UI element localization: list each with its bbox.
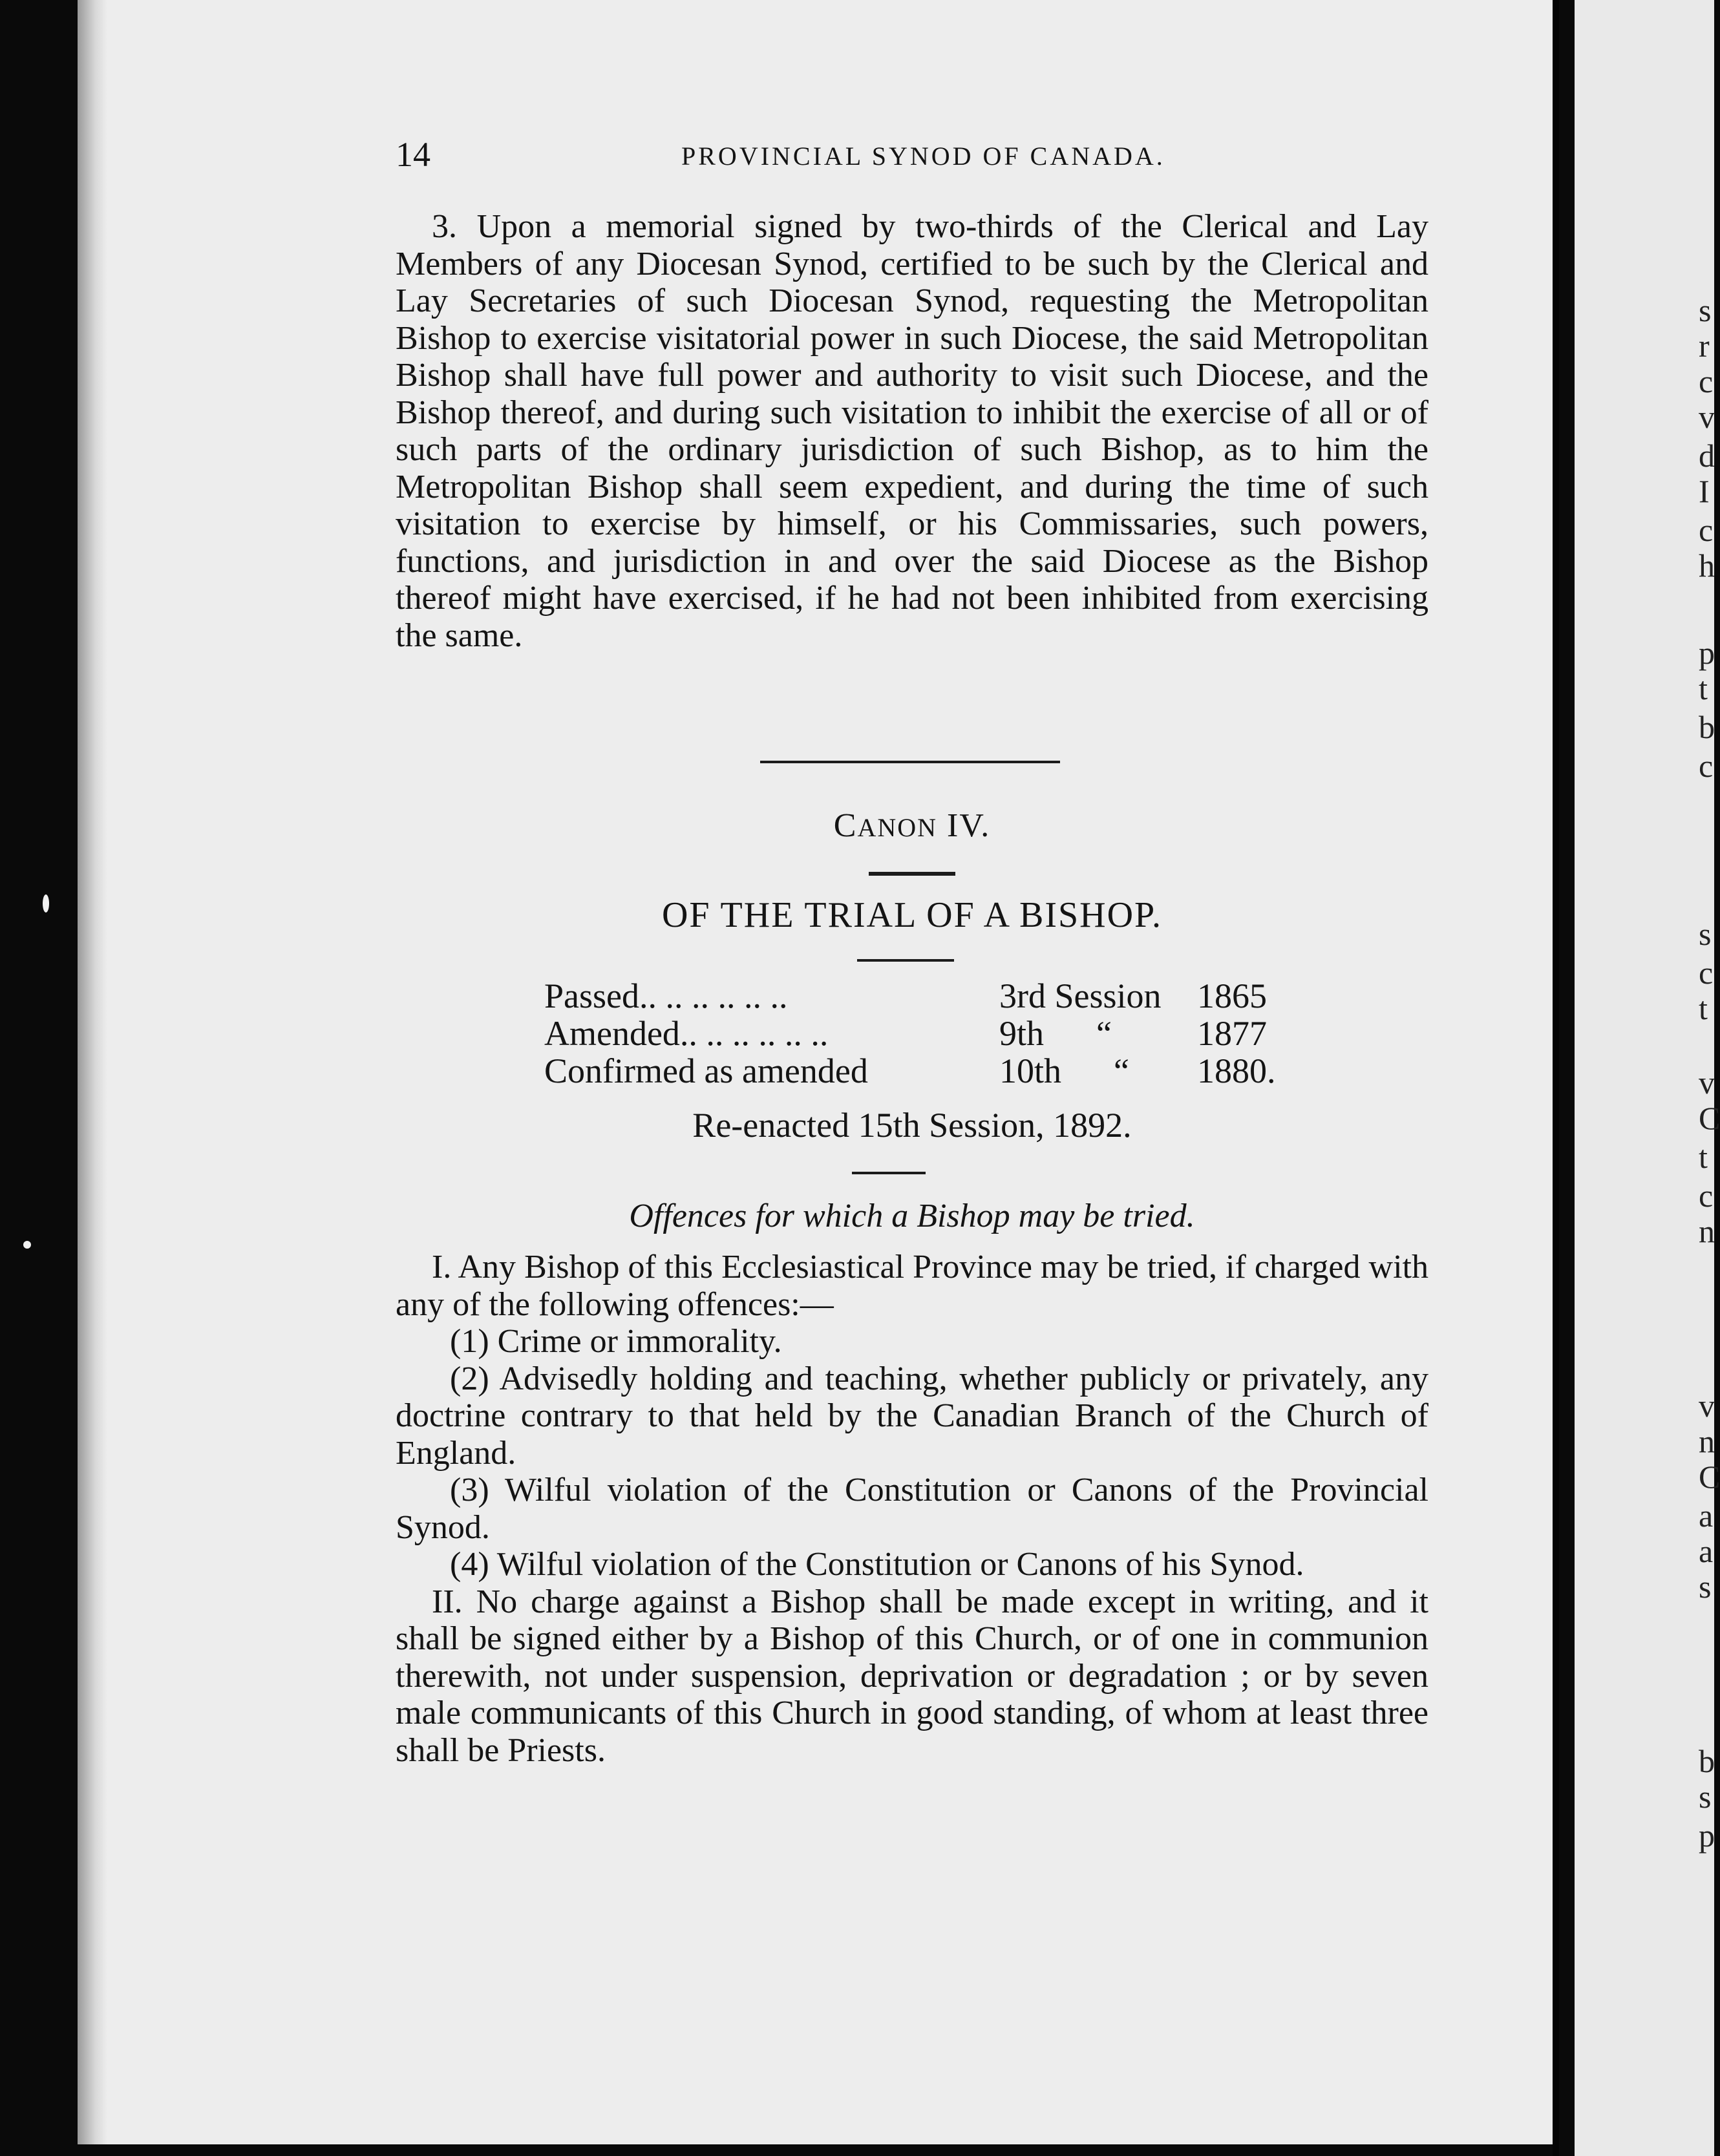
reenacted-rule xyxy=(852,1172,926,1174)
adjacent-page-letter: s xyxy=(1699,1569,1712,1605)
adjacent-page-letter: C xyxy=(1699,1459,1720,1495)
paper-speck xyxy=(23,1241,31,1249)
adjacent-page-letter: c xyxy=(1699,1178,1714,1214)
canon-heading-initial: C xyxy=(833,807,858,844)
canon-heading xyxy=(396,807,1428,845)
adjacent-page-letter: h xyxy=(1699,547,1715,584)
canon-body xyxy=(396,1249,1428,1769)
adjacent-page-letter: t xyxy=(1699,1139,1708,1175)
session-year: 1877 xyxy=(1197,1014,1267,1053)
canon-title: OF THE TRIAL OF A BISHOP. xyxy=(661,895,1162,935)
canon-rule xyxy=(869,872,955,876)
session-number: 9th “ xyxy=(999,1014,1112,1053)
title-rule xyxy=(857,959,954,962)
adjacent-page-fragment xyxy=(1575,0,1720,2156)
session-row xyxy=(544,1052,1307,1090)
adjacent-page-letter: s xyxy=(1699,292,1712,328)
session-year: 1865 xyxy=(1197,977,1267,1015)
adjacent-page-letter: t xyxy=(1699,990,1708,1026)
section-I-intro: I. Any Bishop of this Ecclesiastical Province may be tried, if charged with any of the following offences:— xyxy=(396,1249,1428,1323)
adjacent-page-letter: s xyxy=(1699,916,1712,952)
adjacent-page-letter: r xyxy=(1699,328,1710,364)
adjacent-page-letter: p xyxy=(1699,1817,1715,1854)
adjacent-page-letter: a xyxy=(1699,1497,1714,1534)
adjacent-page-letter: v xyxy=(1699,1388,1715,1424)
adjacent-page-letter: d xyxy=(1699,438,1715,474)
section-3-text: 3. Upon a memorial signed by two-thirds of the Clerical and Lay Members of any Diocesan Synod, certified to be such by the Clerical and Lay Secretaries of such Diocesan Synod, requesting the Metropolitan Bishop to exercise visitatorial power in such Diocese, the said Metropolitan Bishop shall have full power and authority to visit such Diocese, and the Bishop thereof, and during such visitation to inhibit the exercise of all or of such parts of the ordinary jurisdiction of such Bishop, as to him the Metropolitan Bishop shall seem expedient, and during the time of such visitation to exercise by himself, or his Commissaries, such powers, functions, and jurisdiction in and over the said Diocese as the Bishop thereof might have exercised, if he had not been inhibited from exercising the same. xyxy=(396,208,1428,654)
session-row xyxy=(544,977,1307,1015)
adjacent-page-letter: s xyxy=(1699,1779,1712,1815)
adjacent-page-letter: c xyxy=(1699,748,1714,784)
session-year: 1880. xyxy=(1197,1052,1276,1090)
adjacent-page-letter: v xyxy=(1699,399,1715,435)
offences-heading: Offences for which a Bishop may be tried. xyxy=(629,1198,1195,1234)
adjacent-page-letter: c xyxy=(1699,512,1714,548)
adjacent-page-letter: b xyxy=(1699,709,1715,745)
running-head: PROVINCIAL SYNOD OF CANADA. xyxy=(681,142,1165,171)
adjacent-page-letter: v xyxy=(1699,1064,1715,1101)
offence-item: (1) Crime or immorality. xyxy=(450,1323,782,1360)
session-label: Passed.. .. .. .. .. .. xyxy=(544,977,788,1015)
canon-heading-word: ANON xyxy=(857,813,938,842)
session-label: Amended.. .. .. .. .. .. xyxy=(544,1014,829,1053)
session-row xyxy=(544,1015,1307,1052)
session-label: Confirmed as amended xyxy=(544,1052,868,1090)
session-number: 10th “ xyxy=(999,1052,1129,1090)
adjacent-page-letter: b xyxy=(1699,1743,1715,1779)
session-table xyxy=(544,977,1307,1090)
canon-numeral: IV. xyxy=(947,807,991,844)
offence-item: (3) Wilful violation of the Constitution or Canons of the Provincial Synod. xyxy=(396,1472,1428,1546)
page-header xyxy=(396,134,1430,173)
reenacted-note: Re-enacted 15th Session, 1892. xyxy=(692,1106,1132,1145)
offence-item: (2) Advisedly holding and teaching, whether publicly or privately, any doctrine contrary to that held by the Canadian Branch of the Church of England. xyxy=(396,1360,1428,1472)
adjacent-page-letter: I xyxy=(1699,473,1710,509)
session-number: 3rd Session xyxy=(999,977,1162,1015)
book-spine xyxy=(1553,0,1559,2156)
page-edge-shadow xyxy=(78,0,107,2144)
adjacent-page-letter: a xyxy=(1699,1533,1714,1569)
adjacent-page-letter: p xyxy=(1699,635,1715,671)
adjacent-page-letter: n xyxy=(1699,1213,1715,1249)
offence-item: (4) Wilful violation of the Constitution or Canons of his Synod. xyxy=(450,1546,1304,1583)
section-divider xyxy=(760,761,1060,763)
adjacent-page-letter: c xyxy=(1699,955,1714,991)
adjacent-page-letter: C xyxy=(1699,1100,1720,1136)
adjacent-page-letter: c xyxy=(1699,363,1714,399)
paper-speck xyxy=(43,894,49,913)
section-II-text: II. No charge against a Bishop shall be made except in writing, and it shall be signed either by a Bishop of this Church, or of one in communion therewith, not under suspension, deprivation or degradation ; or by seven male communicants of this Church in good standing, of whom at least three shall be Priests. xyxy=(396,1583,1428,1769)
adjacent-page-letter: t xyxy=(1699,670,1708,706)
section-3 xyxy=(396,208,1428,654)
adjacent-page-letter: n xyxy=(1699,1423,1715,1459)
page-number: 14 xyxy=(396,135,430,174)
